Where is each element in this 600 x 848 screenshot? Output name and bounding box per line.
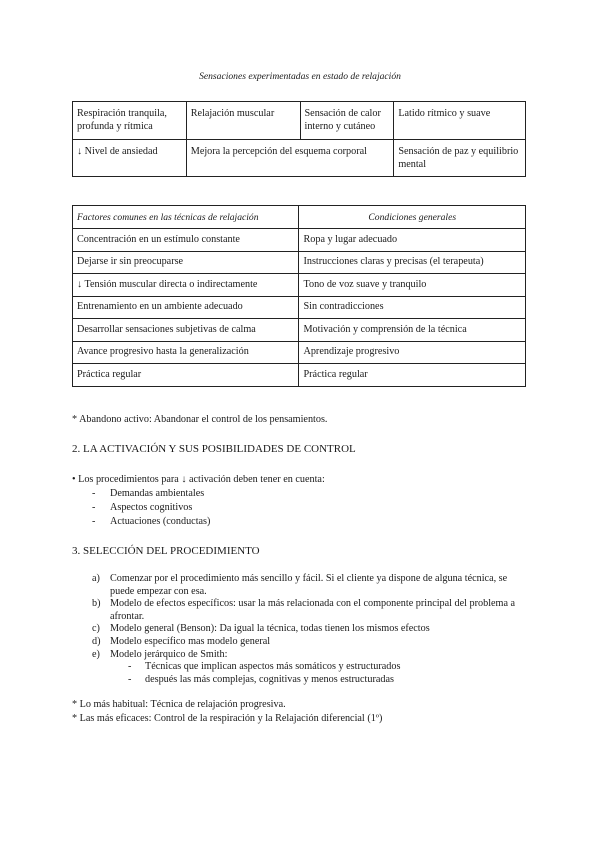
table-row xyxy=(73,319,526,342)
list-item-text: Demandas ambientales xyxy=(110,488,205,499)
list-marker: b) xyxy=(92,598,101,609)
section-2-heading: 2. LA ACTIVACIÓN Y SUS POSIBILIDADES DE CONTROL xyxy=(72,443,356,455)
table-cell: Respiración tranquila, profunda y rítmica xyxy=(73,102,187,140)
sub-list-item-text: Técnicas que implican aspectos más somáticos y estructurados xyxy=(145,661,401,672)
dash-bullet: - xyxy=(128,661,132,672)
table-cell: ↓ Nivel de ansiedad xyxy=(73,140,187,177)
table-cell: Sin contradicciones xyxy=(299,296,526,319)
table-cell: ↓ Tensión muscular directa o indirectamente xyxy=(73,274,299,297)
table-row xyxy=(73,274,526,297)
table-caption: Sensaciones experimentadas en estado de relajación xyxy=(199,71,401,82)
table-cell: Tono de voz suave y tranquilo xyxy=(299,274,526,297)
table-cell: Avance progresivo hasta la generalización xyxy=(73,341,299,364)
sub-list-item xyxy=(128,661,400,672)
table-row xyxy=(73,102,526,140)
table-cell: Práctica regular xyxy=(73,364,299,387)
dash-bullet: - xyxy=(92,516,96,527)
sub-list-item xyxy=(128,674,394,685)
table-row xyxy=(73,229,526,252)
sub-list-item-text: después las más complejas, cognitivas y menos estructuradas xyxy=(145,674,394,685)
dash-bullet: - xyxy=(128,674,132,685)
list-marker: e) xyxy=(92,649,100,660)
table-row xyxy=(73,251,526,274)
table-cell: Sensación de calor interno y cutáneo xyxy=(300,102,394,140)
list-marker: a) xyxy=(92,573,100,584)
list-item-text: Modelo de efectos específicos: usar la más relacionada con el componente principal del problema a afrontar. xyxy=(110,598,516,622)
table-cell: Aprendizaje progresivo xyxy=(299,341,526,364)
list-marker: c) xyxy=(92,623,100,634)
list-item-text: Modelo específico mas modelo general xyxy=(110,636,271,647)
list-marker: d) xyxy=(92,636,101,647)
table-cell: Latido rítmico y suave xyxy=(394,102,526,140)
table-cell: Mejora la percepción del esquema corporal xyxy=(186,140,394,177)
note-eficaces: * Las más eficaces: Control de la respiración y la Relajación diferencial (1º) xyxy=(72,713,383,724)
table-cell: Dejarse ir sin preocuparse xyxy=(73,251,299,274)
section-2-intro: • Los procedimientos para ↓ activación deben tener en cuenta: xyxy=(72,474,325,485)
list-item-text: Comenzar por el procedimiento más sencillo y fácil. Si el cliente ya dispone de alguna técnica, se puede empezar con esa. xyxy=(110,573,508,597)
column-header: Condiciones generales xyxy=(299,206,526,229)
table-row xyxy=(73,140,526,177)
table-row xyxy=(73,296,526,319)
note-habitual: * Lo más habitual: Técnica de relajación progresiva. xyxy=(72,699,286,710)
table-row xyxy=(73,341,526,364)
table-cell: Instrucciones claras y precisas (el terapeuta) xyxy=(299,251,526,274)
list-item-text: Aspectos cognitivos xyxy=(110,502,193,513)
table-cell: Motivación y comprensión de la técnica xyxy=(299,319,526,342)
list-item-text: Modelo jerárquico de Smith: xyxy=(110,649,228,660)
dash-bullet: - xyxy=(92,502,96,513)
table-cell: Ropa y lugar adecuado xyxy=(299,229,526,252)
table-row xyxy=(73,364,526,387)
list-item-text: Modelo general (Benson): Da igual la técnica, todas tienen los mismos efectos xyxy=(110,623,430,634)
table-cell: Relajación muscular xyxy=(186,102,300,140)
factors-conditions-table xyxy=(72,205,526,387)
list-item xyxy=(92,502,192,513)
dash-bullet: - xyxy=(92,488,96,499)
table-cell: Práctica regular xyxy=(299,364,526,387)
section-3-heading: 3. SELECCIÓN DEL PROCEDIMIENTO xyxy=(72,545,260,557)
note-abandono: * Abandono activo: Abandonar el control de los pensamientos. xyxy=(72,414,328,425)
table-header-row xyxy=(73,206,526,229)
column-header: Factores comunes en las técnicas de relajación xyxy=(73,206,299,229)
table-cell: Desarrollar sensaciones subjetivas de calma xyxy=(73,319,299,342)
table-cell: Sensación de paz y equilibrio mental xyxy=(394,140,526,177)
table-cell: Entrenamiento en un ambiente adecuado xyxy=(73,296,299,319)
sensations-table xyxy=(72,101,526,177)
table-cell: Concentración en un estímulo constante xyxy=(73,229,299,252)
list-item xyxy=(92,516,210,527)
list-item xyxy=(92,488,204,499)
list-item-text: Actuaciones (conductas) xyxy=(110,516,211,527)
